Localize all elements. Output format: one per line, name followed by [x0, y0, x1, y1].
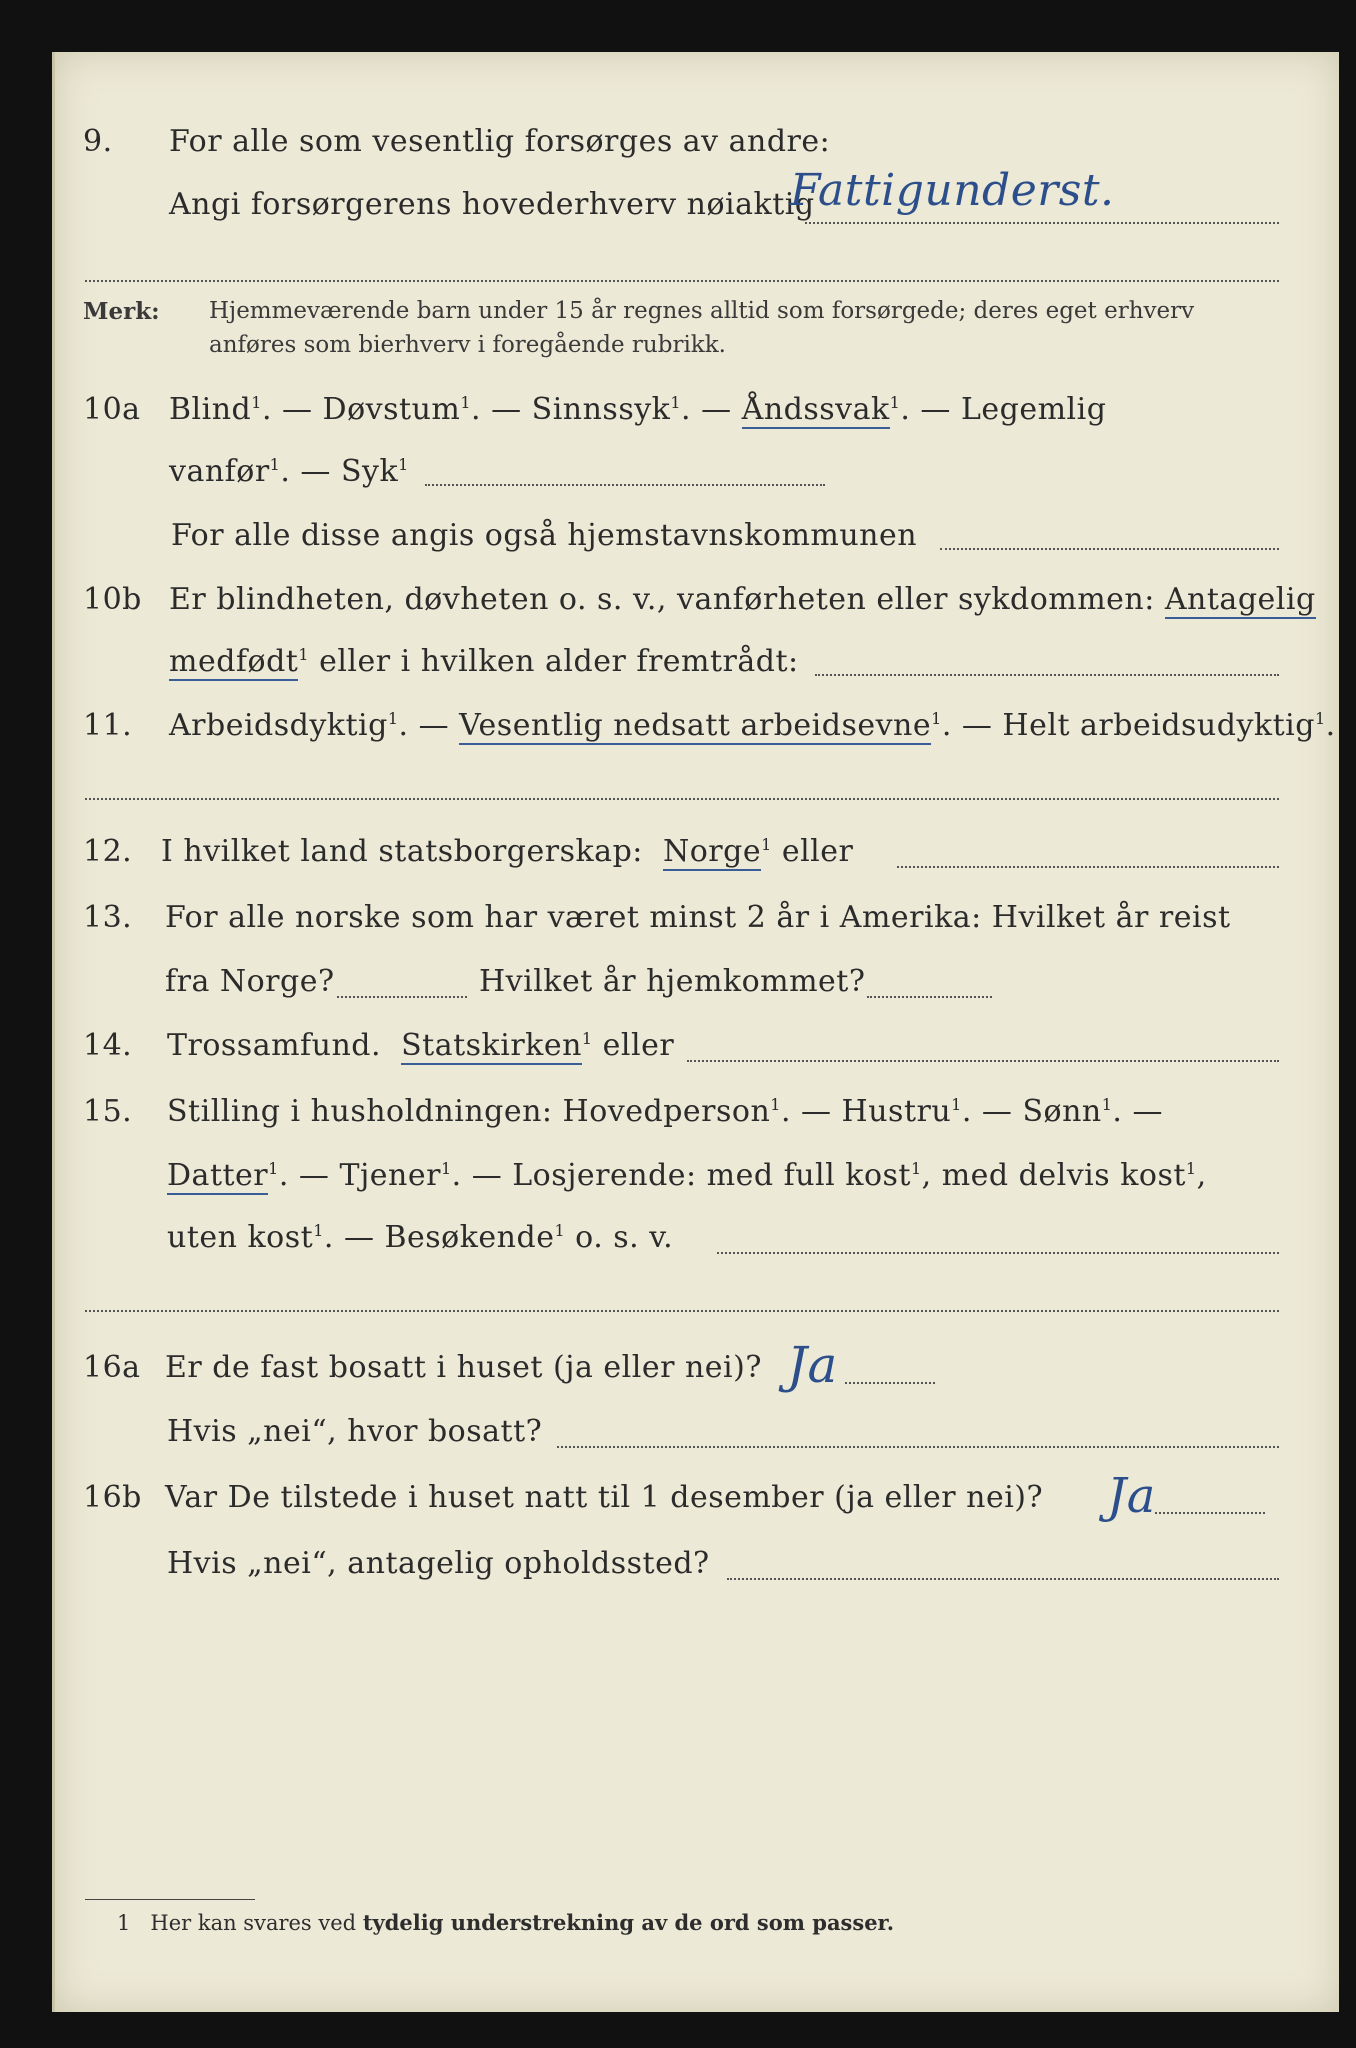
antagelig-underlined: Antagelig — [1164, 582, 1316, 617]
medfodt-underlined: medfødt — [169, 644, 299, 679]
merk-label: Merk: — [83, 298, 160, 325]
q10b-answer-line — [815, 674, 1279, 676]
q16a-bosatt-line — [557, 1446, 1279, 1448]
footnote: 1 Her kan svares ved tydelig understrekning av de ord som passer. — [117, 1910, 895, 1935]
q16b-opholdssted-line — [727, 1578, 1279, 1580]
q10a-kommune-line — [940, 548, 1279, 550]
q12-number: 12. — [83, 834, 133, 869]
q16b-number: 16b — [83, 1480, 142, 1515]
q10a-number: 10a — [83, 392, 141, 427]
merk-line2: anføres som bierhverv i foregående rubrikk. — [209, 332, 726, 358]
statskirken-underlined: Statskirken — [401, 1028, 582, 1063]
norge-underlined: Norge — [662, 834, 762, 869]
q14-answer-line — [687, 1060, 1279, 1062]
q16b-answer-line — [1155, 1512, 1265, 1514]
q10a-syk-line — [425, 484, 825, 486]
q16a-handwritten-answer: Ja — [787, 1336, 838, 1394]
q13-hjemkommet-line — [867, 996, 992, 998]
vesentlig-underlined: Vesentlig nedsatt arbeidsevne — [459, 708, 932, 743]
q9-label: Angi forsørgerens hovederhverv nøiaktig — [169, 187, 815, 222]
q16b-handwritten-answer: Ja — [1107, 1468, 1156, 1524]
separator — [85, 1310, 1279, 1312]
q9-number: 9. — [83, 124, 113, 159]
q12-answer-line — [897, 866, 1279, 868]
separator — [85, 280, 1279, 282]
q16a-number: 16a — [83, 1350, 141, 1385]
q9-handwritten-answer: Fattigunderst. — [790, 165, 1115, 216]
datter-underlined: Datter — [167, 1158, 269, 1193]
footnote-rule — [85, 1899, 255, 1900]
q10b-number: 10b — [83, 582, 142, 617]
q9-text: For alle som vesentlig forsørges av andre: — [169, 124, 831, 159]
q14-number: 14. — [83, 1028, 133, 1063]
q11-number: 11. — [83, 708, 133, 743]
q16a-answer-line — [845, 1382, 935, 1384]
separator — [85, 798, 1279, 800]
andssvak-underlined: Åndssvak — [741, 392, 890, 427]
q13-number: 13. — [83, 900, 133, 935]
census-form-page: 9. For alle som vesentlig forsørges av andre: Angi forsørgerens hovederhverv nøiaktig Fattigunderst. Merk: Hjemmeværende barn under 15 år regnes alltid som forsørgede; deres eget erhverv anføres som bierhverv i foregående rubrikk. 10a Blind$^1$. — Døvstum$^1$. — Sinnssyk$^1$. — Åndssvak$^1$. — Legemlig vanfør$^1$. — Syk$^1$ For alle disse angis også hjemstavnskommunen 10b Er blindheten, døvheten o. s. v., vanførheten eller sykdommen: Antagelig medfødt$^1$ eller i hvilken alder fremtrådt: 11. Arbeidsdyktig$^1$. — Vesentlig nedsatt arbeidsevne$^1$. — Helt arbeidsudyktig$^1$. 12. I hvilket land statsborgerskap: Norge$^1$ eller 13. For alle norske som har været minst 2 år i Amerika: Hvilket år reist fra Norge? Hvilket år hjemkommet? 14. Trossamfund. Statskirken$^1$ eller 15. Stilling i husholdningen: Hovedperson$^1$. — Hustru$^1$. — Sønn$^1$. — Datter$^1$. — Tjener$^1$. — Losjerende: med full kost$^1$, med delvis kost$^1$, uten kost$^1$. — Besøkende$^1$ o. s. v. 16a Er de fast bosatt i huset (ja eller nei)? Ja Hvis „nei“, hvor bosatt? 16b Var De tilstede i huset natt til 1 desember (ja eller nei)? Ja Hvis „nei“, antagelig opholdssted? 1 Her kan svares ved tydelig understrekning av de ord som passer. — [52, 52, 1339, 2012]
q15-number: 15. — [83, 1094, 133, 1129]
q15-answer-line — [717, 1252, 1279, 1254]
q13-reist-line — [337, 996, 467, 998]
merk-line1: Hjemmeværende barn under 15 år regnes alltid som forsørgede; deres eget erhverv — [209, 298, 1195, 324]
q9-answer-line — [805, 222, 1279, 224]
